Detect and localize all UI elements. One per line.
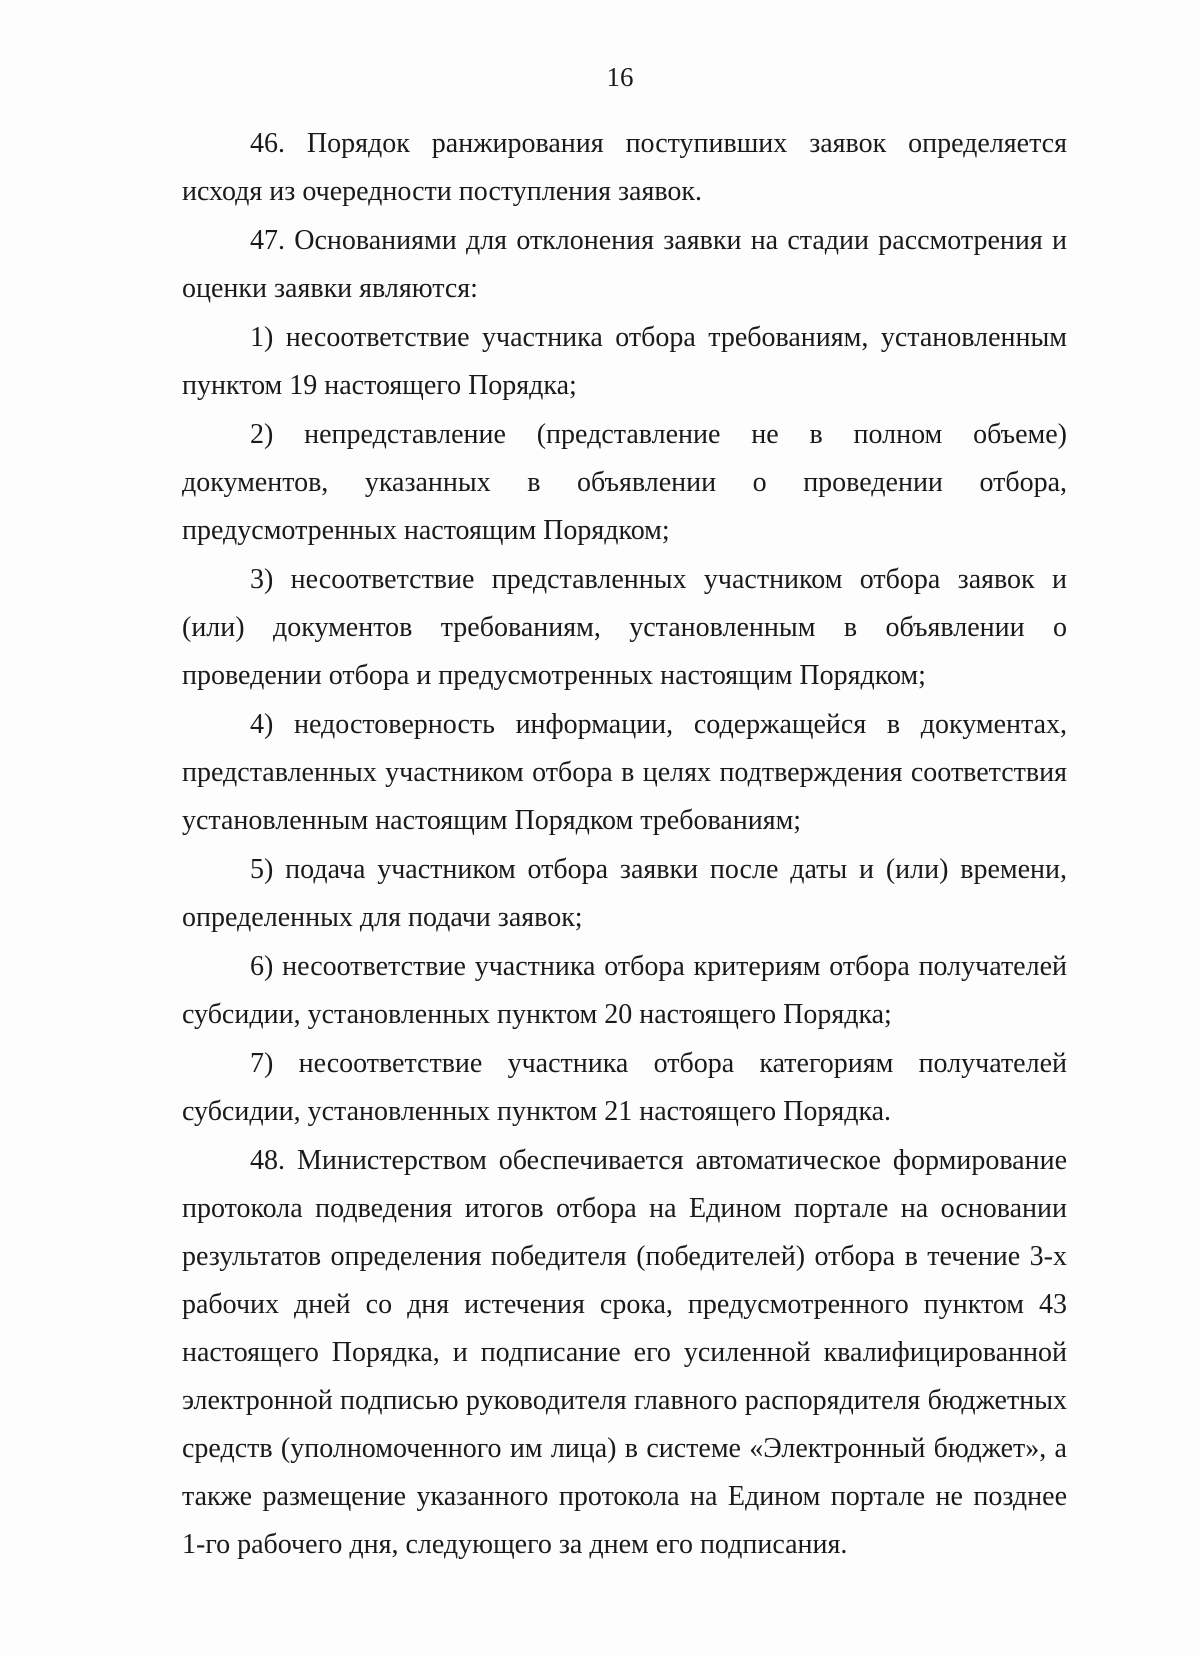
paragraph-47: 47. Основаниями для отклонения заявки на стадии рассмотрения и оценки заявки являются: bbox=[182, 225, 1067, 304]
document-body bbox=[182, 120, 1067, 1569]
list-item-1: 1) несоответствие участника отбора требованиям, установленным пунктом 19 настоящего Порядка; bbox=[182, 322, 1067, 401]
paragraph-46: 46. Порядок ранжирования поступивших заявок определяется исходя из очередности поступления заявок. bbox=[182, 128, 1067, 207]
list-item-2: 2) непредставление (представление не в полном объеме) документов, указанных в объявлении о проведении отбора, предусмотренных настоящим Порядком; bbox=[182, 419, 1067, 546]
list-item-3: 3) несоответствие представленных участником отбора заявок и (или) документов требованиям, установленным в объявлении о проведении отбора и предусмотренных настоящим Порядком; bbox=[182, 564, 1067, 691]
list-item-5: 5) подача участником отбора заявки после даты и (или) времени, определенных для подачи заявок; bbox=[182, 854, 1067, 933]
paragraph-48: 48. Министерством обеспечивается автоматическое формирование протокола подведения итогов отбора на Едином портале на основании результатов определения победителя (победителей) отбора в течение 3-х рабочих дней со дня истечения срока, предусмотренного пунктом 43 настоящего Порядка, и подписание его усиленной квалифицированной электронной подписью руководителя главного распорядителя бюджетных средств (уполномоченного им лица) в системе «Электронный бюджет», а также размещение указанного протокола на Едином портале не позднее 1-го рабочего дня, следующего за днем его подписания. bbox=[182, 1145, 1067, 1560]
page-number: 16 bbox=[606, 62, 634, 92]
list-item-4: 4) недостоверность информации, содержащейся в документах, представленных участником отбора в целях подтверждения соответствия установленным настоящим Порядком требованиям; bbox=[182, 709, 1067, 836]
list-item-7: 7) несоответствие участника отбора категориям получателей субсидии, установленных пунктом 21 настоящего Порядка. bbox=[182, 1048, 1067, 1127]
list-item-6: 6) несоответствие участника отбора критериям отбора получателей субсидии, установленных пунктом 20 настоящего Порядка; bbox=[182, 951, 1067, 1030]
